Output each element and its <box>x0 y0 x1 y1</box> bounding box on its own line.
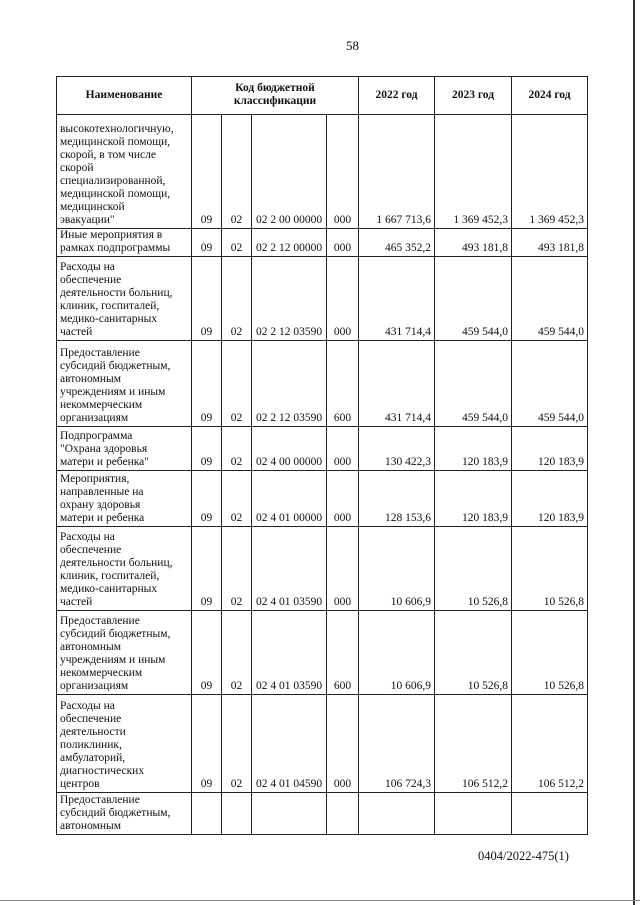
document-registration-code: 0404/2022-475(1) <box>478 849 569 863</box>
code-subsection: 02 <box>222 229 252 257</box>
header-2023: 2023 год <box>435 77 512 115</box>
row-name: Иные мероприятия в рамках подпрограммы <box>57 229 192 257</box>
code-section: 09 <box>192 229 222 257</box>
code-target-article: 02 4 01 00000 <box>252 471 327 527</box>
table-row <box>57 229 588 257</box>
table-row <box>57 527 588 611</box>
table-row <box>57 115 588 229</box>
code-section <box>192 793 222 835</box>
row-name: Расходы на обеспечение деятельности поликлиник, амбулаторий, диагностических центров <box>57 695 192 793</box>
table-row <box>57 611 588 695</box>
value-2022: 106 724,3 <box>359 695 435 793</box>
code-target-article: 02 4 01 03590 <box>252 611 327 695</box>
code-expense-type: 000 <box>327 229 359 257</box>
code-target-article: 02 2 00 00000 <box>252 115 327 229</box>
page-bottom-rule <box>0 900 640 901</box>
code-expense-type: 600 <box>327 611 359 695</box>
value-2022: 128 153,6 <box>359 471 435 527</box>
code-subsection <box>222 793 252 835</box>
row-name: Расходы на обеспечение деятельности больниц, клиник, госпиталей, медико-санитарных частей <box>57 527 192 611</box>
code-section: 09 <box>192 471 222 527</box>
value-2022: 10 606,9 <box>359 527 435 611</box>
value-2024: 120 183,9 <box>512 471 588 527</box>
code-target-article: 02 4 01 04590 <box>252 695 327 793</box>
table-row <box>57 793 588 835</box>
value-2022: 431 714,4 <box>359 341 435 427</box>
code-subsection: 02 <box>222 115 252 229</box>
table-row <box>57 257 588 341</box>
code-subsection: 02 <box>222 257 252 341</box>
row-name: Мероприятия, направленные на охрану здоровья матери и ребенка <box>57 471 192 527</box>
value-2023: 459 544,0 <box>435 341 512 427</box>
value-2023: 120 183,9 <box>435 427 512 471</box>
value-2024: 1 369 452,3 <box>512 115 588 229</box>
code-expense-type <box>327 793 359 835</box>
code-target-article: 02 2 12 03590 <box>252 341 327 427</box>
value-2023: 459 544,0 <box>435 257 512 341</box>
code-target-article: 02 4 01 03590 <box>252 527 327 611</box>
code-target-article: 02 2 12 03590 <box>252 257 327 341</box>
value-2022 <box>359 793 435 835</box>
value-2024: 120 183,9 <box>512 427 588 471</box>
value-2022: 1 667 713,6 <box>359 115 435 229</box>
header-2022: 2022 год <box>359 77 435 115</box>
code-expense-type: 000 <box>327 115 359 229</box>
code-target-article: 02 4 00 00000 <box>252 427 327 471</box>
value-2022: 130 422,3 <box>359 427 435 471</box>
code-section: 09 <box>192 427 222 471</box>
page-edge-rule <box>633 0 635 905</box>
value-2023 <box>435 793 512 835</box>
value-2023: 120 183,9 <box>435 471 512 527</box>
row-name: Предоставление субсидий бюджетным, автономным учреждениям и иным некоммерческим организациям <box>57 611 192 695</box>
code-expense-type: 000 <box>327 695 359 793</box>
code-expense-type: 000 <box>327 427 359 471</box>
code-expense-type: 600 <box>327 341 359 427</box>
header-2024: 2024 год <box>512 77 588 115</box>
code-target-article: 02 2 12 00000 <box>252 229 327 257</box>
code-subsection: 02 <box>222 695 252 793</box>
row-name: Расходы на обеспечение деятельности больниц, клиник, госпиталей, медико-санитарных частей <box>57 257 192 341</box>
code-target-article <box>252 793 327 835</box>
value-2023: 10 526,8 <box>435 527 512 611</box>
table-row <box>57 695 588 793</box>
table-row <box>57 471 588 527</box>
code-section: 09 <box>192 257 222 341</box>
code-section: 09 <box>192 115 222 229</box>
table-row <box>57 341 588 427</box>
code-expense-type: 000 <box>327 471 359 527</box>
table-row <box>57 427 588 471</box>
row-name: Подпрограмма "Охрана здоровья матери и ребенка" <box>57 427 192 471</box>
code-subsection: 02 <box>222 611 252 695</box>
value-2024: 459 544,0 <box>512 341 588 427</box>
row-name: Предоставление субсидий бюджетным, автономным учреждениям и иным некоммерческим организациям <box>57 341 192 427</box>
value-2024: 459 544,0 <box>512 257 588 341</box>
value-2024: 10 526,8 <box>512 527 588 611</box>
value-2022: 10 606,9 <box>359 611 435 695</box>
code-section: 09 <box>192 527 222 611</box>
value-2023: 10 526,8 <box>435 611 512 695</box>
value-2024 <box>512 793 588 835</box>
budget-table <box>56 76 588 835</box>
page-number: 58 <box>346 38 359 53</box>
code-section: 09 <box>192 695 222 793</box>
value-2023: 1 369 452,3 <box>435 115 512 229</box>
value-2023: 493 181,8 <box>435 229 512 257</box>
value-2024: 10 526,8 <box>512 611 588 695</box>
value-2024: 106 512,2 <box>512 695 588 793</box>
row-name: высокотехнологичную, медицинской помощи, скорой, в том числе скорой специализированной, медицинской помощи, медицинской эвакуации" <box>57 115 192 229</box>
header-code: Код бюджетной классификации <box>192 77 359 115</box>
code-subsection: 02 <box>222 471 252 527</box>
header-name: Наименование <box>57 77 192 115</box>
code-subsection: 02 <box>222 527 252 611</box>
value-2022: 465 352,2 <box>359 229 435 257</box>
table-header-row <box>57 77 588 115</box>
code-subsection: 02 <box>222 341 252 427</box>
code-expense-type: 000 <box>327 257 359 341</box>
value-2022: 431 714,4 <box>359 257 435 341</box>
code-subsection: 02 <box>222 427 252 471</box>
value-2024: 493 181,8 <box>512 229 588 257</box>
code-section: 09 <box>192 341 222 427</box>
code-section: 09 <box>192 611 222 695</box>
value-2023: 106 512,2 <box>435 695 512 793</box>
code-expense-type: 000 <box>327 527 359 611</box>
row-name: Предоставление субсидий бюджетным, автономным <box>57 793 192 835</box>
